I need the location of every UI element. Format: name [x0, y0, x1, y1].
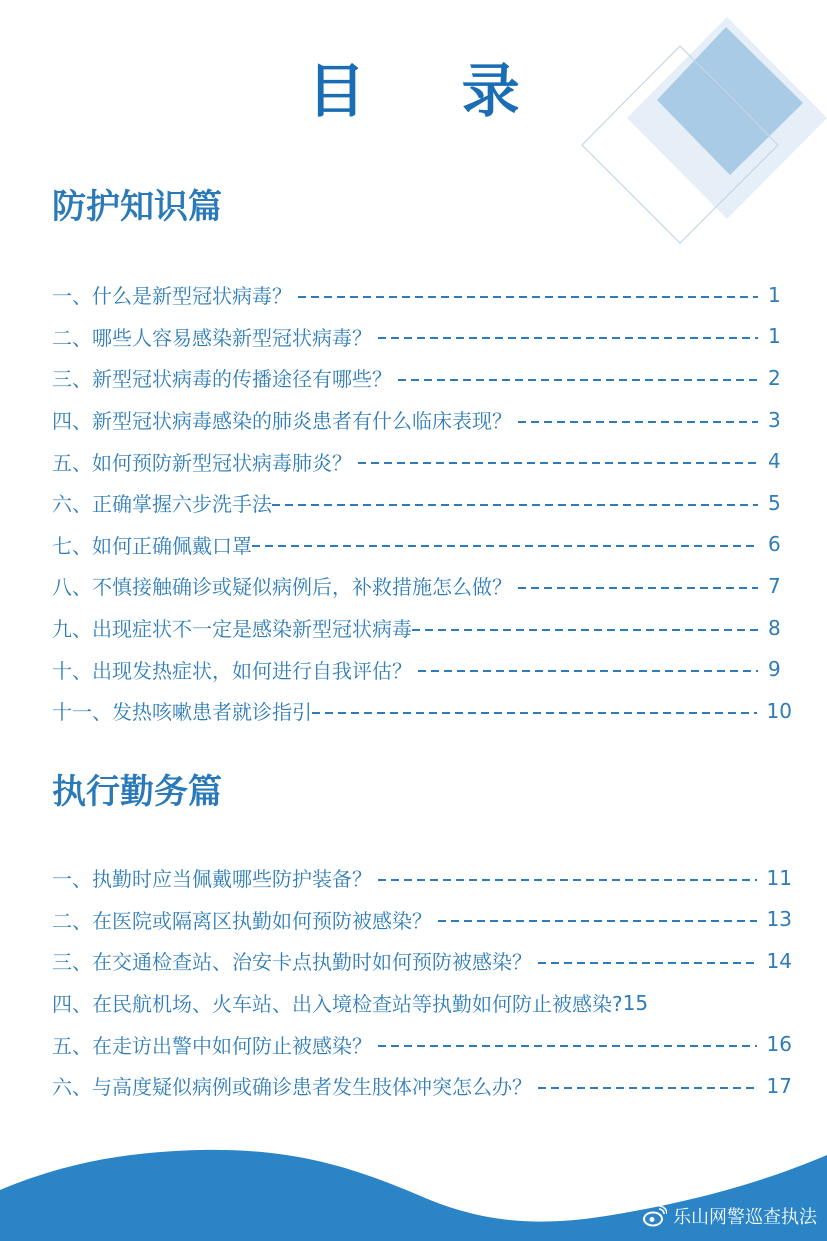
toc-list-duty — [52, 857, 792, 1107]
page-number: 9 — [768, 657, 781, 682]
toc-item[interactable]: 四、新型冠状病毒感染的肺炎患者有什么临床表现？ 3 — [52, 399, 792, 441]
dot-leader — [518, 587, 758, 589]
section-heading-duty: 执行勤务篇 — [52, 772, 222, 812]
dot-leader — [312, 712, 757, 714]
toc-item[interactable]: 十、出现发热症状，如何进行自我评估？ 9 — [52, 648, 792, 690]
page-number: 11 — [766, 865, 792, 890]
toc-item[interactable]: 十一、发热咳嗽患者就诊指引 10 — [52, 698, 792, 725]
toc-list-protection — [52, 274, 792, 732]
dot-leader — [252, 545, 758, 547]
dot-leader — [298, 296, 758, 298]
page-number: 10 — [766, 698, 792, 723]
weibo-icon — [643, 1205, 667, 1227]
toc-item[interactable]: 一、什么是新型冠状病毒？ 1 — [52, 274, 792, 316]
toc-item[interactable]: 六、正确掌握六步洗手法 5 — [52, 482, 792, 524]
dot-leader — [438, 920, 757, 922]
toc-item[interactable]: 九、出现症状不一定是感染新型冠状病毒 8 — [52, 607, 792, 649]
dot-leader — [518, 421, 758, 423]
page-number: 2 — [768, 365, 781, 390]
page-number: 13 — [766, 907, 792, 932]
page-title: 目 录 — [307, 57, 558, 125]
toc-item[interactable]: 三、在交通检查站、治安卡点执勤时如何预防被感染？ 14 — [52, 948, 792, 975]
page-number: 15 — [622, 990, 649, 1015]
dot-leader — [272, 504, 758, 506]
page-number: 3 — [768, 407, 781, 432]
page-number: 16 — [766, 1032, 792, 1057]
dot-leader — [358, 462, 758, 464]
page-number: 1 — [768, 324, 781, 349]
dot-leader — [418, 670, 758, 672]
watermark — [643, 1203, 817, 1229]
toc-item[interactable]: 二、在医院或隔离区执勤如何预防被感染？ 13 — [52, 907, 792, 933]
dot-leader — [378, 337, 758, 339]
toc-item[interactable]: 五、如何预防新型冠状病毒肺炎？ 4 — [52, 440, 792, 482]
page-number: 17 — [766, 1073, 792, 1098]
watermark-text: 乐山网警巡查执法 — [673, 1207, 817, 1228]
section-heading-protection: 防护知识篇 — [52, 187, 222, 227]
dot-leader — [398, 379, 758, 381]
toc-item[interactable]: 二、哪些人容易感染新型冠状病毒？ 1 — [52, 316, 792, 358]
toc-item[interactable]: 八、不慎接触确诊或疑似病例后，补救措施怎么做？ 7 — [52, 565, 792, 607]
page-number: 1 — [768, 282, 781, 307]
toc-item[interactable]: 三、新型冠状病毒的传播途径有哪些？ 2 — [52, 357, 792, 399]
toc-item[interactable]: 四、在民航机场、火车站、出入境检查站等执勤如何防止被感染? 15 — [52, 990, 649, 1017]
dot-leader — [378, 1045, 757, 1047]
page-number: 14 — [766, 948, 792, 973]
dot-leader — [378, 879, 757, 881]
dot-leader — [538, 962, 757, 964]
toc-item[interactable]: 七、如何正确佩戴口罩 6 — [52, 524, 792, 566]
toc-item[interactable]: 六、与高度疑似病例或确诊患者发生肢体冲突怎么办？ 17 — [52, 1073, 792, 1100]
toc-item[interactable]: 一、执勤时应当佩戴哪些防护装备？ 11 — [52, 865, 792, 892]
toc-item[interactable]: 五、在走访出警中如何防止被感染？ 16 — [52, 1032, 792, 1058]
page-number: 6 — [768, 532, 781, 557]
page-number: 7 — [768, 573, 781, 598]
page-number: 8 — [768, 615, 781, 640]
page-number: 4 — [768, 449, 781, 474]
page-number: 5 — [768, 490, 781, 515]
dot-leader — [412, 629, 758, 631]
dot-leader — [538, 1087, 757, 1089]
